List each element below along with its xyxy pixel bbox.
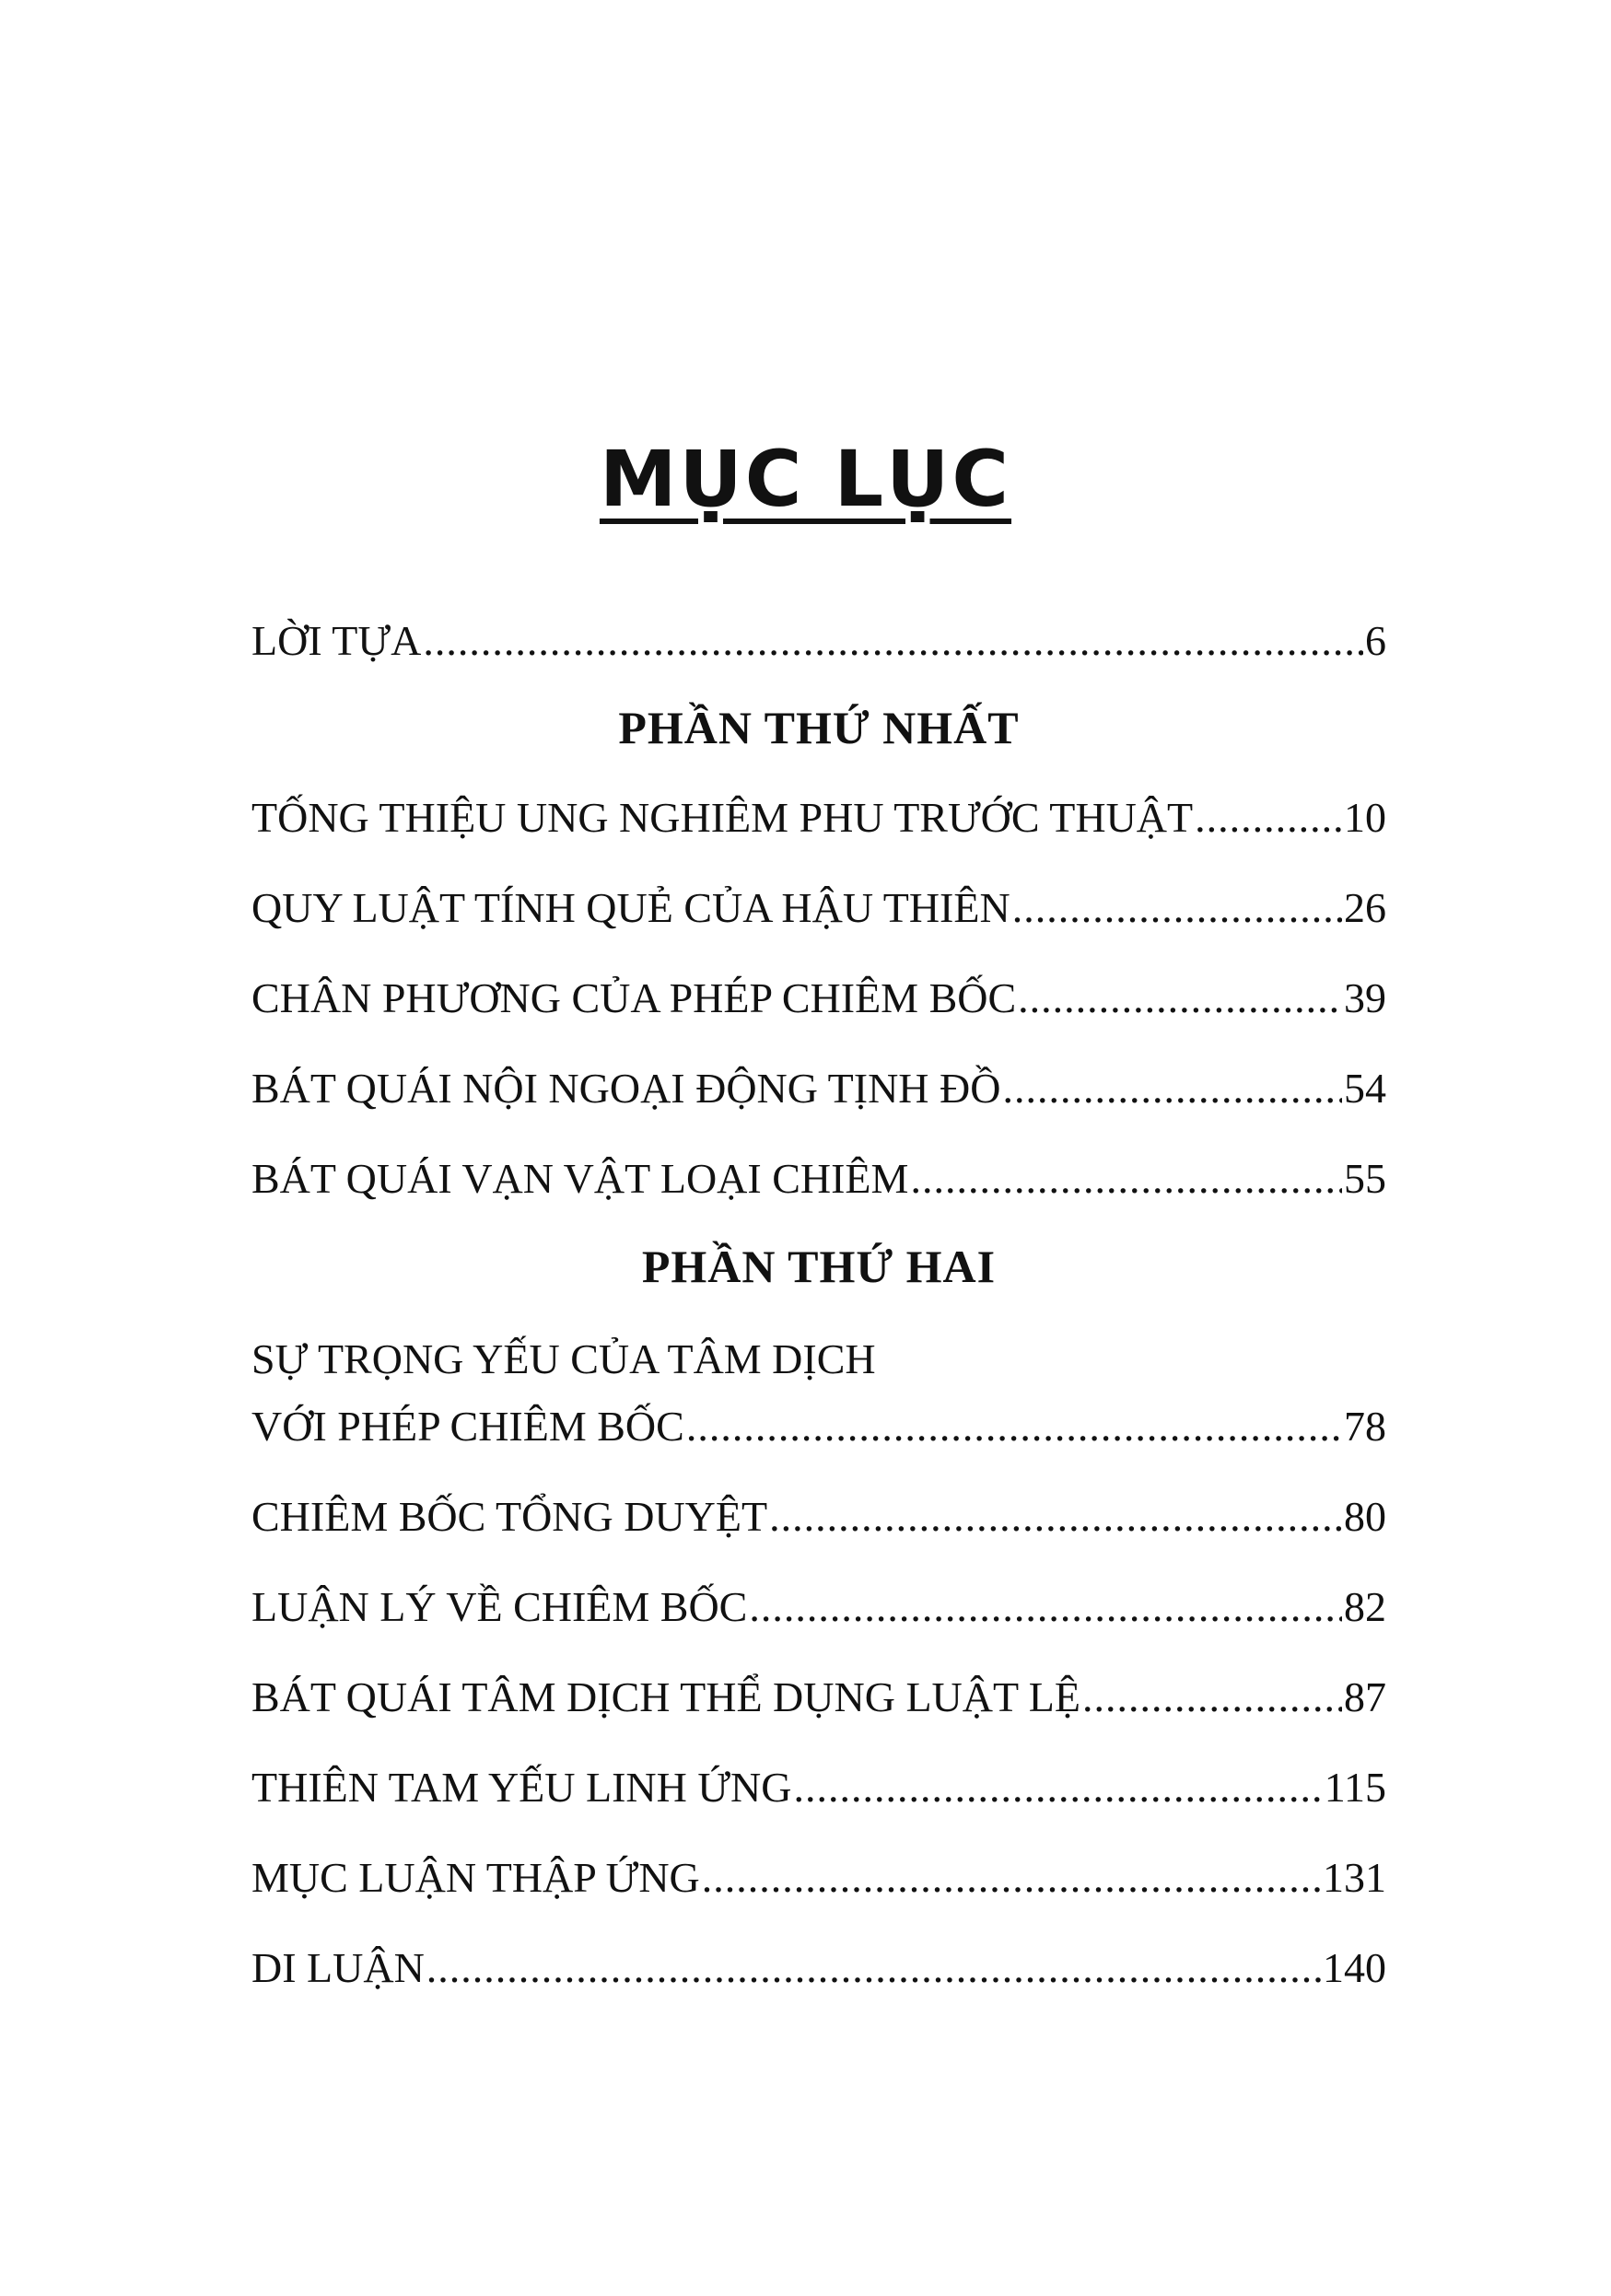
toc-entry-page: 115 xyxy=(1324,1764,1386,1811)
toc-entry[interactable] xyxy=(251,1491,1386,1543)
toc-entry[interactable] xyxy=(251,1063,1386,1114)
toc-entry[interactable] xyxy=(251,1581,1386,1633)
toc-entry-title: DI LUẬN xyxy=(251,1944,425,1991)
toc-entry-page: 39 xyxy=(1344,974,1386,1021)
toc-entry-title: LUẬN LÝ VỀ CHIÊM BỐC xyxy=(251,1583,748,1630)
section-heading-part-2: PHẦN THỨ HAI xyxy=(641,1241,997,1292)
dot-leader xyxy=(793,1762,1322,1813)
toc-entry-page: 87 xyxy=(1344,1673,1386,1720)
toc-entry-page: 54 xyxy=(1344,1065,1386,1112)
dot-leader xyxy=(702,1852,1321,1904)
toc-entry-title: BÁT QUÁI VẠN VẬT LOẠI CHIÊM xyxy=(251,1155,909,1202)
toc-entry-title: QUY LUẬT TÍNH QUẺ CỦA HẬU THIÊN xyxy=(251,884,1010,931)
toc-entry[interactable] xyxy=(251,1762,1386,1813)
toc-entry-title: BÁT QUÁI TÂM DỊCH THỂ DỤNG LUẬT LỆ xyxy=(251,1673,1080,1720)
toc-entry-title: TỐNG THIỆU UNG NGHIÊM PHU TRƯỚC THUẬT xyxy=(251,794,1194,841)
toc-entry-title: VỚI PHÉP CHIÊM BỐC xyxy=(251,1403,684,1450)
toc-entry-page: 26 xyxy=(1344,884,1386,931)
toc-entry[interactable] xyxy=(251,1153,1386,1205)
toc-entry-page: 6 xyxy=(1365,617,1386,664)
toc-entry[interactable] xyxy=(251,882,1386,934)
toc-entry-page: 140 xyxy=(1323,1944,1386,1991)
toc-entry[interactable] xyxy=(251,1401,1386,1452)
toc-entry-page: 131 xyxy=(1323,1854,1386,1901)
toc-entry-page: 10 xyxy=(1344,794,1386,841)
dot-leader xyxy=(769,1491,1342,1543)
toc-entry[interactable] xyxy=(251,792,1386,844)
section-heading-part-1: PHẦN THỨ NHẤT xyxy=(618,702,1020,753)
toc-entry-page: 55 xyxy=(1344,1155,1386,1202)
toc-entry[interactable] xyxy=(251,1852,1386,1904)
toc-entry[interactable] xyxy=(251,1672,1386,1723)
toc-entry-title: CHÂN PHƯƠNG CỦA PHÉP CHIÊM BỐC xyxy=(251,974,1017,1021)
toc-entry-title-line-1[interactable]: SỰ TRỌNG YẾU CỦA TÂM DỊCH xyxy=(251,1335,876,1382)
dot-leader xyxy=(749,1581,1342,1633)
toc-entry-page: 82 xyxy=(1344,1583,1386,1630)
toc-entry-preface[interactable] xyxy=(251,615,1386,667)
dot-leader xyxy=(423,615,1363,667)
toc-entry[interactable] xyxy=(251,973,1386,1024)
dot-leader xyxy=(1018,973,1342,1024)
toc-entry-title: MỤC LUẬN THẬP ỨNG xyxy=(251,1854,700,1901)
toc-entry-page: 78 xyxy=(1344,1403,1386,1450)
dot-leader xyxy=(910,1153,1342,1205)
toc-entry[interactable] xyxy=(251,1942,1386,1994)
toc-entry-title: BÁT QUÁI NỘI NGOẠI ĐỘNG TỊNH ĐỒ xyxy=(251,1065,1001,1112)
dot-leader xyxy=(1012,882,1342,934)
dot-leader xyxy=(1002,1063,1342,1114)
dot-leader xyxy=(686,1401,1342,1452)
dot-leader xyxy=(426,1942,1321,1994)
toc-entry-page: 80 xyxy=(1344,1493,1386,1540)
dot-leader xyxy=(1082,1672,1342,1723)
dot-leader xyxy=(1195,792,1342,844)
toc-entry-title: THIÊN TAM YẾU LINH ỨNG xyxy=(251,1764,792,1811)
toc-entry-title: LỜI TỰA xyxy=(251,617,422,664)
toc-entry-title: CHIÊM BỐC TỔNG DUYỆT xyxy=(251,1493,768,1540)
page-title: MỤC LỤC xyxy=(599,434,1012,524)
